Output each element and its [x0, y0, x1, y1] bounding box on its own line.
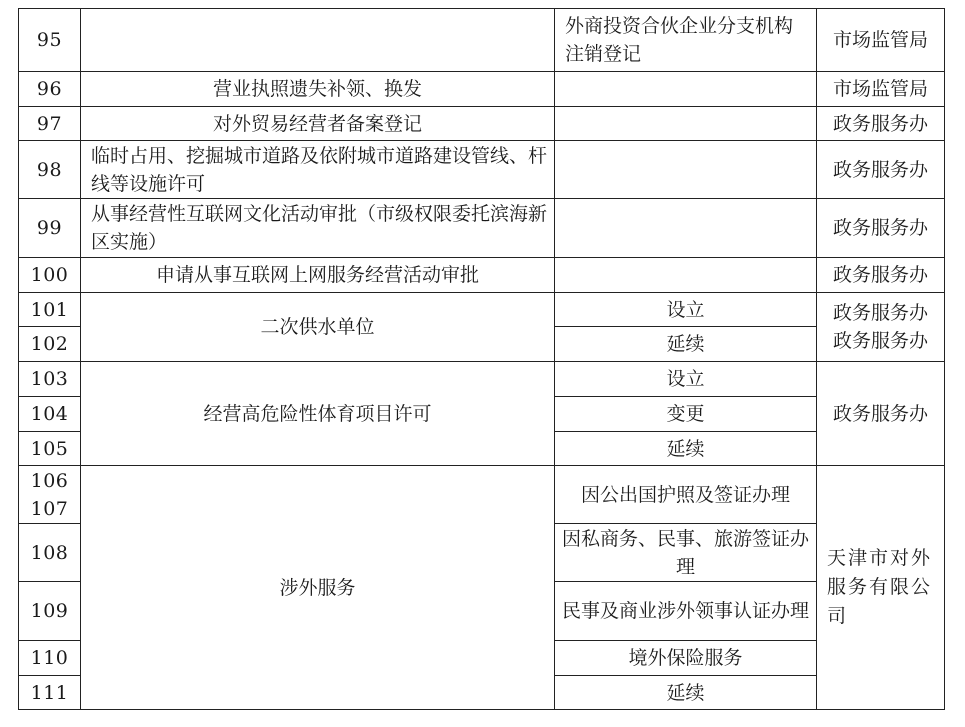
item-name: 二次供水单位 [81, 293, 555, 362]
table-row [19, 9, 945, 72]
row-number: 104 [19, 397, 81, 432]
row-number: 102 [19, 327, 81, 362]
sub-item: 延续 [555, 327, 817, 362]
item-name: 申请从事互联网上网服务经营活动审批 [81, 258, 555, 293]
row-number [19, 466, 81, 524]
row-number-line: 107 [30, 497, 69, 520]
item-name: 临时占用、挖掘城市道路及依附城市道路建设管线、杆线等设施许可 [81, 141, 555, 199]
row-number: 99 [19, 199, 81, 258]
department: 市场监管局 [817, 72, 945, 107]
sub-item: 变更 [555, 397, 817, 432]
sub-item [555, 72, 817, 107]
sub-item [555, 199, 817, 258]
row-number: 98 [19, 141, 81, 199]
row-number: 105 [19, 432, 81, 466]
sub-item: 设立 [555, 293, 817, 327]
sub-item [555, 141, 817, 199]
row-number: 108 [19, 524, 81, 582]
row-number: 109 [19, 582, 81, 641]
item-name: 从事经营性互联网文化活动审批（市级权限委托滨海新区实施） [81, 199, 555, 258]
sub-item: 因公出国护照及签证办理 [555, 466, 817, 524]
row-number: 101 [19, 293, 81, 327]
services-table [18, 8, 945, 710]
department: 政务服务办 [817, 141, 945, 199]
item-name: 对外贸易经营者备案登记 [81, 107, 555, 141]
sub-item: 设立 [555, 362, 817, 397]
item-name: 营业执照遗失补领、换发 [81, 72, 555, 107]
department-line: 政务服务办 [832, 302, 928, 324]
table-row [19, 141, 945, 199]
sub-item: 外商投资合伙企业分支机构注销登记 [555, 9, 817, 72]
row-number: 100 [19, 258, 81, 293]
row-number: 97 [19, 107, 81, 141]
row-number: 110 [19, 641, 81, 676]
sub-item: 境外保险服务 [555, 641, 817, 676]
sub-item [555, 258, 817, 293]
table-row [19, 466, 945, 524]
table-row [19, 362, 945, 397]
row-number: 95 [19, 9, 81, 72]
department: 天津市对外服务有限公司 [817, 466, 945, 710]
sub-item [555, 107, 817, 141]
department [817, 293, 945, 362]
sub-item: 民事及商业涉外领事认证办理 [555, 582, 817, 641]
department: 政务服务办 [817, 107, 945, 141]
table-row [19, 293, 945, 327]
table-row [19, 107, 945, 141]
table-row [19, 199, 945, 258]
item-name: 涉外服务 [81, 466, 555, 710]
table-row [19, 258, 945, 293]
sub-item: 因私商务、民事、旅游签证办理 [555, 524, 817, 582]
sub-item: 延续 [555, 676, 817, 710]
item-name: 经营高危险性体育项目许可 [81, 362, 555, 466]
department-line: 政务服务办 [832, 330, 928, 352]
row-number-line: 106 [30, 469, 69, 492]
row-number: 111 [19, 676, 81, 710]
department: 政务服务办 [817, 199, 945, 258]
table-row [19, 72, 945, 107]
department: 市场监管局 [817, 9, 945, 72]
department: 政务服务办 [817, 362, 945, 466]
row-number: 96 [19, 72, 81, 107]
department: 政务服务办 [817, 258, 945, 293]
item-name [81, 9, 555, 72]
sub-item: 延续 [555, 432, 817, 466]
row-number: 103 [19, 362, 81, 397]
